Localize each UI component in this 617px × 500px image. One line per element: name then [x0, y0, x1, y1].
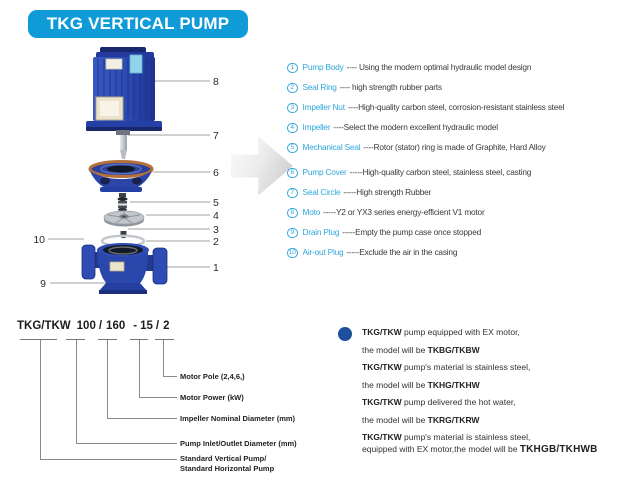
part-number-badge: 5: [287, 143, 298, 154]
connector-line: [76, 443, 177, 444]
note-model: TKG/TKW: [362, 397, 402, 407]
parts-list-item: [287, 122, 617, 133]
code-underline: [20, 339, 57, 340]
part-description: -----Y2 or YX3 series energy-efficient V1 motor: [323, 207, 485, 217]
shaft: [116, 130, 130, 159]
connector-line: [139, 340, 140, 397]
part-number-badge: 1: [287, 63, 298, 74]
part-description: -----High strength Rubber: [343, 187, 432, 197]
note-model: TKRG/TKRW: [427, 414, 480, 425]
part-name: Moto: [302, 207, 321, 217]
note-line: [362, 444, 614, 455]
note-text: pump delivered the hot water,: [401, 397, 516, 407]
pump-base: [99, 283, 147, 291]
callout-number-4: 4: [213, 210, 219, 222]
callout-number-2: 2: [213, 236, 219, 248]
note-model: TKHGB/TKHWB: [519, 444, 598, 455]
parts-list-item: [287, 167, 617, 178]
part-name: Impeller: [302, 122, 331, 132]
pump-body: [82, 243, 167, 294]
note-text: the model will be: [362, 344, 428, 355]
part-number-badge: 3: [287, 103, 298, 114]
callout-number-8: 8: [213, 76, 219, 88]
callout-number-1: 1: [213, 262, 219, 274]
note-line: [362, 380, 614, 391]
parts-list-item: [287, 187, 617, 198]
mechanical-seal: [118, 193, 128, 211]
model-code-label: Standard Vertical Pump/: [180, 454, 267, 463]
model-code-label: Pump Inlet/Outlet Diameter (mm): [180, 439, 297, 448]
model-code-segment: 2: [163, 320, 170, 332]
callout-number-7: 7: [213, 130, 219, 142]
note-text: pump's material is stainless steel,: [401, 432, 531, 442]
part-description: ---- Using the modern optimal hydraulic model design: [346, 62, 532, 72]
body-nameplate: [110, 262, 124, 271]
note-model: TKG/TKW: [362, 432, 402, 442]
part-name: Pump Body: [302, 62, 344, 72]
model-code-segment: 100: [76, 320, 96, 332]
note-text: pump's material is stainless steel,: [401, 362, 531, 372]
part-number-badge: 10: [288, 249, 296, 257]
model-code-segment: 160: [106, 320, 126, 332]
note-line: [362, 415, 614, 426]
motor-nameplate: [106, 59, 122, 69]
note-line: [362, 432, 614, 443]
connector-line: [107, 340, 108, 418]
part-name: Mechanical Seal: [302, 142, 361, 152]
model-code-label: Motor Power (kW): [180, 393, 244, 402]
pump-cover: [90, 162, 152, 193]
connector-line: [40, 340, 41, 459]
part-number-badge: 9: [287, 228, 298, 239]
model-code-segment: -: [133, 320, 138, 332]
parts-list-item: [287, 227, 617, 238]
part-description: -----Exclude the air in the casing: [346, 247, 458, 257]
model-code-label: Motor Pole (2,4,6,): [180, 372, 245, 381]
connector-line: [107, 418, 177, 419]
outlet-flange: [153, 248, 167, 284]
note-line: [362, 362, 614, 373]
parts-list-item: [287, 142, 617, 153]
part-number-badge: 8: [287, 208, 298, 219]
part-name: Seal Circle: [302, 187, 341, 197]
part-number-badge: 4: [287, 123, 298, 134]
part-name: Drain Plug: [302, 227, 340, 237]
part-number-badge: 7: [287, 188, 298, 199]
motor: [86, 47, 162, 131]
model-code: [17, 320, 169, 332]
part-description: -----Empty the pump case once stopped: [342, 227, 482, 237]
model-variant-notes: [362, 327, 614, 462]
callout-number-5: 5: [213, 197, 219, 209]
title-banner: [28, 10, 248, 38]
inlet-flange: [82, 245, 95, 279]
model-code-segment: /: [155, 320, 160, 332]
note-model: TKG/TKW: [362, 362, 402, 372]
connector-line: [40, 459, 177, 460]
model-code-label: Standard Horizontal Pump: [180, 464, 275, 473]
note-line: [362, 345, 614, 356]
part-description: ----High-quality carbon steel, corrosion-resistant stainless steel: [347, 102, 565, 112]
page-title: TKG VERTICAL PUMP: [46, 14, 230, 33]
part-number-badge: 2: [287, 83, 298, 94]
parts-list-item: [287, 62, 617, 73]
motor-label: [130, 55, 142, 73]
code-underline: [155, 339, 174, 340]
connector-line: [76, 340, 77, 443]
part-description: ---- high strength rubber parts: [339, 82, 442, 92]
part-name: Air-out Plug: [302, 247, 344, 257]
parts-list-item: [287, 247, 617, 258]
impeller-nut: [121, 231, 127, 238]
note-text: the model will be: [362, 379, 428, 390]
model-code-segment: 15: [140, 320, 153, 332]
part-number-badge: 6: [287, 168, 298, 179]
parts-list-item: [287, 207, 617, 218]
note-model: TKG/TKW: [362, 327, 402, 337]
connector-line: [163, 340, 164, 376]
note-text: pump equipped with EX motor,: [401, 327, 520, 337]
note-line: [362, 397, 614, 408]
parts-list: [287, 62, 617, 267]
part-description: ----Select the modern excellent hydraulic model: [333, 122, 498, 132]
model-code-label: Impeller Nominal Diameter (mm): [180, 414, 296, 423]
note-text: equipped with EX motor,the model will be: [362, 444, 520, 454]
bullet-icon: [338, 327, 352, 341]
note-line: [362, 327, 614, 338]
impeller: [104, 211, 144, 227]
model-code-segment: /: [98, 320, 103, 332]
model-code-segment: TKG/TKW: [17, 320, 71, 332]
callout-number-6: 6: [213, 167, 219, 179]
part-name: Impeller Nut: [302, 102, 345, 112]
callout-number-3: 3: [213, 224, 219, 236]
part-description: -----High-quality carbon steel, stainless steel, casting: [349, 167, 532, 177]
connector-line: [139, 397, 177, 398]
part-description: ----Rotor (stator) ring is made of Graphite, Hard Alloy: [363, 142, 546, 152]
callout-number-9: 9: [40, 278, 46, 290]
callout-number-10: 10: [33, 234, 45, 246]
part-name: Seal Ring: [302, 82, 337, 92]
note-text: the model will be: [362, 414, 428, 425]
part-name: Pump Cover: [302, 167, 347, 177]
parts-list-item: [287, 82, 617, 93]
parts-list-item: [287, 102, 617, 113]
connector-line: [163, 376, 177, 377]
note-model: TKHG/TKHW: [427, 379, 480, 390]
note-model: TKBG/TKBW: [427, 344, 480, 355]
